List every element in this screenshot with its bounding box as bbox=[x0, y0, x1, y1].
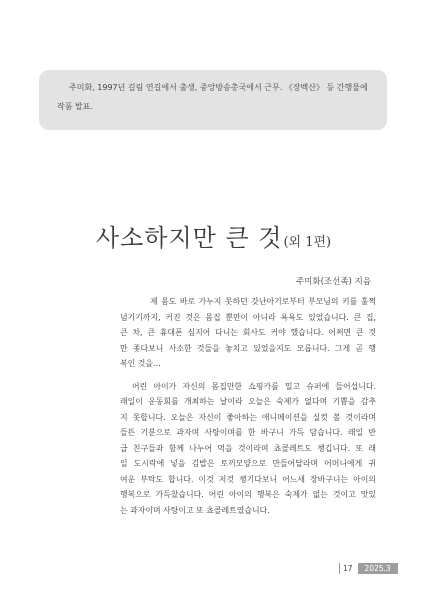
author-bio-line: 주미화, 1997년 길림 연길에서 출생, 중앙방송총국에서 근무. 《장백산》 등 간행물에 bbox=[69, 83, 368, 92]
body-line: 지 못합니다. 오늘은 자신이 좋아하는 애니메이션을 실컷 볼 것이라며 bbox=[120, 412, 376, 422]
body-line: 래일이 운동회를 개최하는 날이라 오늘은 숙제가 없다며 기쁨을 감추 bbox=[120, 397, 376, 406]
article-title bbox=[0, 218, 427, 253]
body-line: 넘기기까지, 커진 것은 몸집 뿐만이 아니라 욕욕도 있었습니다. 큰 집, bbox=[120, 312, 376, 322]
body-line: 일 도시락에 넣을 김밥은 토끼모양으로 만들어달라며 어머니에게 귀 bbox=[120, 459, 376, 468]
body-line: 는 과자이며 사탕이고 또 쵸콜레트였습니다. bbox=[120, 505, 270, 515]
page-footer bbox=[339, 563, 398, 574]
author-byline: 주미화(조선족) 지음 bbox=[295, 277, 371, 287]
body-line: 제 몸도 바로 가누지 못하던 갓난아기로부터 부모님의 키를 훌쩍 bbox=[150, 297, 376, 306]
body-line: 급 친구들과 함께 나누어 먹을 것이라며 쵸콜레트도 챙깁니다. 또 래 bbox=[120, 443, 376, 453]
article-title-main: 사소하지만 큰 것 bbox=[95, 224, 283, 252]
paragraph-gap bbox=[120, 372, 376, 379]
body-line: 복인 것을… bbox=[120, 359, 161, 368]
article-body bbox=[120, 294, 376, 518]
body-line: 들뜬 기분으로 과자며 사탕이며를 한 바구니 가득 담습니다. 래일 반 bbox=[120, 428, 376, 437]
page-number: 17 bbox=[339, 563, 358, 574]
body-line: 행복으로 가득찼습니다. 어린 아이의 행복은 숙제가 없는 것이고 맛있 bbox=[120, 490, 376, 499]
body-line: 어린 아이가 자신의 몸집만한 쇼핑카를 밀고 슈퍼에 들어섭니다. bbox=[132, 381, 376, 391]
issue-badge: 2025.3 bbox=[358, 563, 398, 574]
author-bio-box bbox=[39, 70, 387, 130]
article-title-subtitle: (외 1편) bbox=[283, 235, 332, 250]
body-line: 만 좇다보니 사소한 것들을 놓치고 있었을지도 모릅니다. 그게 곧 행 bbox=[120, 343, 376, 353]
body-line: 여운 부탁도 합니다. 이것 저것 챙기다보니 어느새 장바구니는 아이의 bbox=[120, 474, 376, 484]
author-bio-line: 작품 발표. bbox=[57, 102, 93, 111]
body-line: 큰 차, 큰 휴대폰 심지어 다니는 회사도 커야 했습니다. 어쩌면 큰 것 bbox=[120, 328, 376, 337]
